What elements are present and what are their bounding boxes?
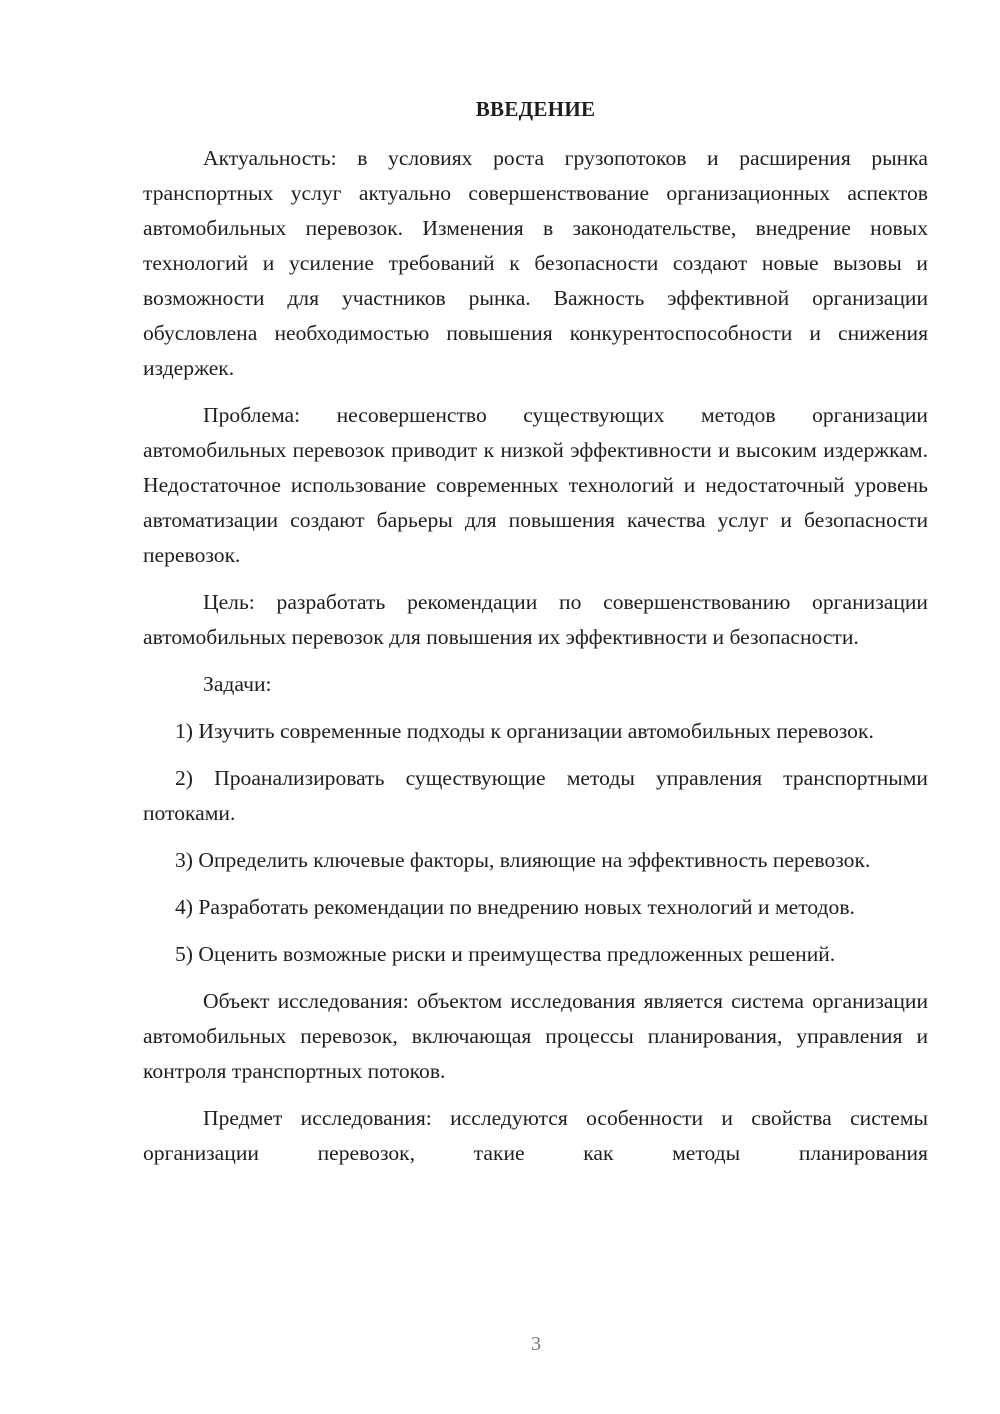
paragraph-tasks-heading: Задачи:	[203, 672, 272, 696]
task-item-2: 2) Проанализировать существующие методы управления транспортными потоками.	[143, 766, 928, 825]
task-item-1: 1) Изучить современные подходы к организации автомобильных перевозок.	[175, 719, 874, 743]
paragraph-goal: Цель: разработать рекомендации по совершенствованию организации автомобильных перевозок для повышения их эффективности и безопасности.	[143, 590, 928, 649]
paragraph-object: Объект исследования: объектом исследования является система организации автомобильных перевозок, включающая процессы планирования, управления и контроля транспортных потоков.	[143, 989, 928, 1083]
task-item-3: 3) Определить ключевые факторы, влияющие на эффективность перевозок.	[175, 848, 871, 872]
page-number: 3	[531, 1333, 541, 1355]
task-item-5: 5) Оценить возможные риски и преимущества предложенных решений.	[175, 942, 836, 966]
section-heading: ВВЕДЕНИЕ	[475, 97, 596, 121]
paragraph-problem: Проблема: несовершенство существующих методов организации автомобильных перевозок приводит к низкой эффективности и высоким издержкам. Недостаточное использование современных технологий и недостаточный уровень автоматизации создают барьеры для повышения качества услуг и безопасности перевозок.	[143, 403, 928, 567]
paragraph-subject: Предмет исследования: исследуются особенности и свойства системы организации перевозок, такие как методы планирования	[143, 1106, 928, 1165]
document-page	[143, 92, 928, 1183]
paragraph-relevance: Актуальность: в условиях роста грузопотоков и расширения рынка транспортных услуг актуально совершенствование организационных аспектов автомобильных перевозок. Изменения в законодательстве, внедрение новых технологий и усиление требований к безопасности создают новые вызовы и возможности для участников рынка. Важность эффективной организации обусловлена необходимостью повышения конкурентоспособности и снижения издержек.	[143, 146, 928, 380]
task-item-4: 4) Разработать рекомендации по внедрению новых технологий и методов.	[175, 895, 855, 919]
